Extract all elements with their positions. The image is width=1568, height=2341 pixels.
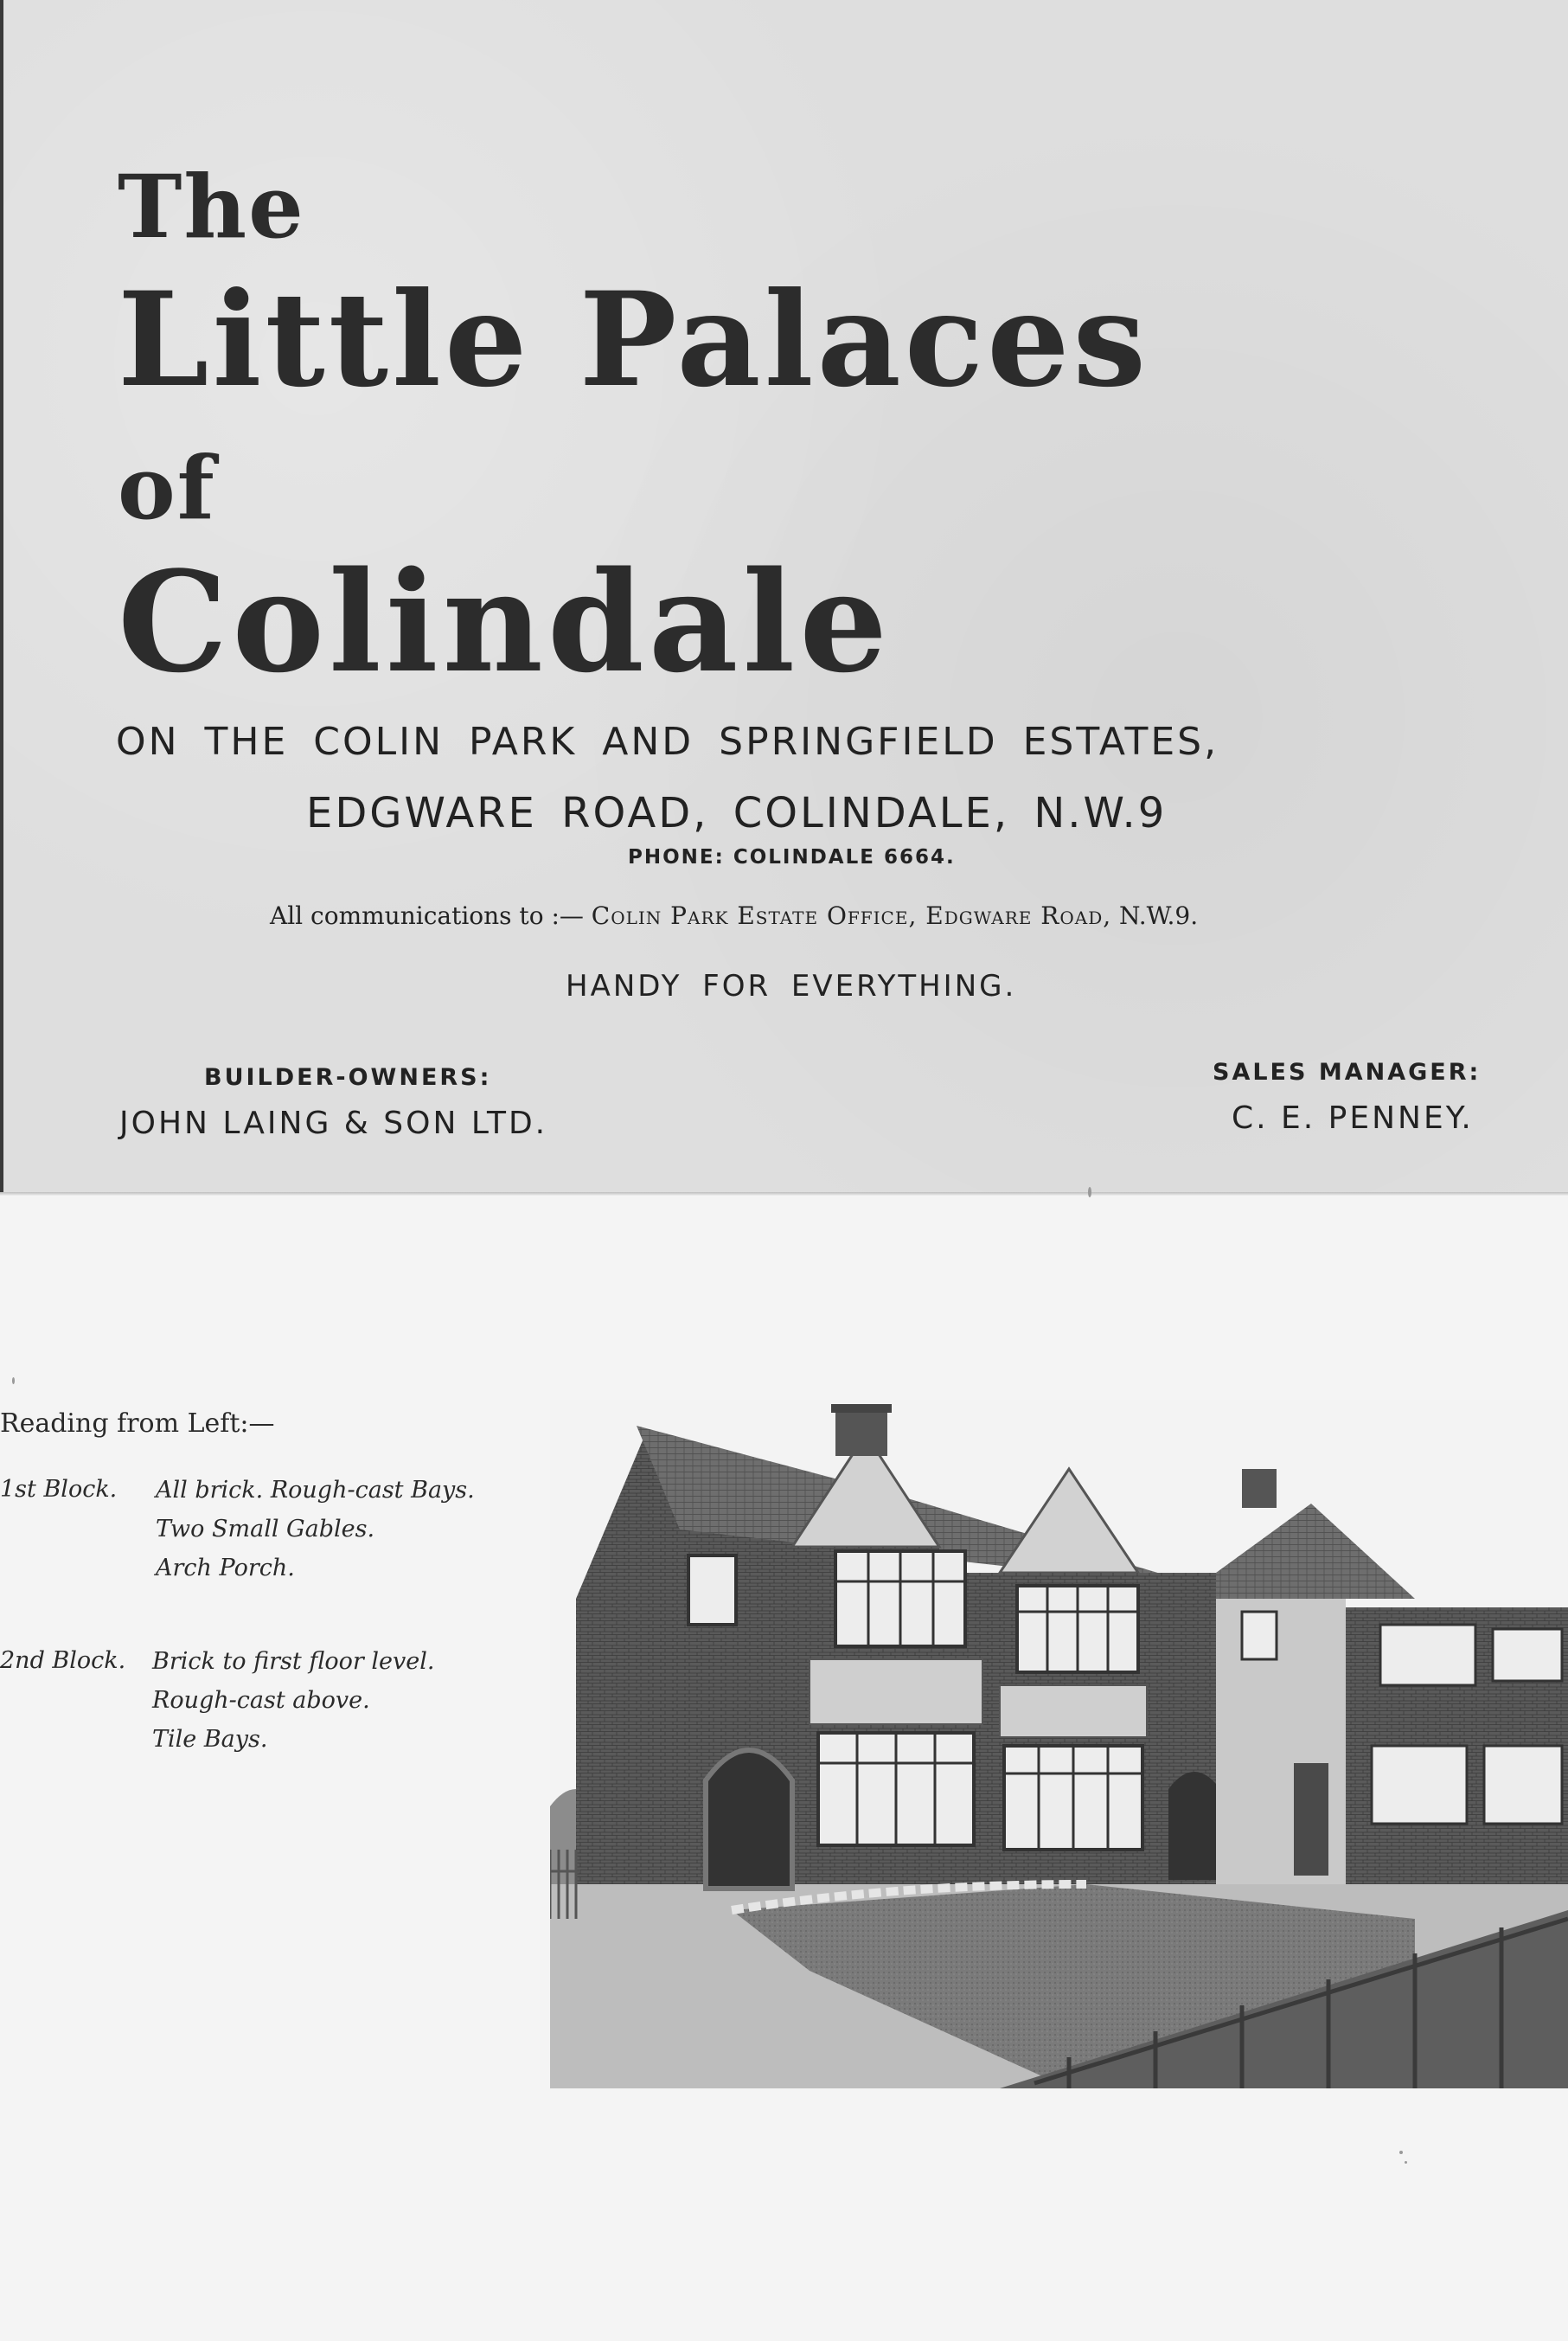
block-2-line: Rough-cast above. xyxy=(152,1687,370,1714)
road-line: EDGWARE ROAD, COLINDALE, N.W.9 xyxy=(306,789,1168,837)
title-little-palaces: Little Palaces xyxy=(118,264,1150,416)
reading-heading: Reading from Left:— xyxy=(0,1408,275,1439)
communications-office: Colin Park Estate Office, Edgware Road, xyxy=(591,901,1112,930)
builder-name: JOHN LAING & SON LTD. xyxy=(119,1106,548,1141)
houses-illustration xyxy=(550,1400,1568,2088)
block-2-label: 2nd Block. xyxy=(0,1647,126,1674)
scan-speck xyxy=(12,1377,15,1384)
sales-heading: SALES MANAGER: xyxy=(1213,1059,1482,1086)
block-2-line: Brick to first floor level. xyxy=(152,1648,435,1675)
block-1-line: Two Small Gables. xyxy=(156,1516,375,1542)
slogan: HANDY FOR EVERYTHING. xyxy=(566,969,1017,1004)
estates-line: ON THE COLIN PARK AND SPRINGFIELD ESTATES, xyxy=(116,720,1219,764)
scan-speck xyxy=(1088,1187,1091,1197)
title-colindale: Colindale xyxy=(118,541,893,703)
communications-lead: All communications to :— xyxy=(270,901,592,930)
communications-line xyxy=(270,901,1198,930)
block-2-description xyxy=(152,1642,434,1759)
title-the: The xyxy=(118,156,305,258)
block-1-description xyxy=(156,1471,475,1587)
scan-speck xyxy=(1405,2161,1407,2164)
block-1-line: Arch Porch. xyxy=(156,1555,295,1581)
houses-photograph xyxy=(550,1400,1568,2088)
block-1-label: 1st Block. xyxy=(0,1476,118,1503)
builder-heading: BUILDER-OWNERS: xyxy=(204,1064,492,1091)
sheet-edge xyxy=(0,1192,1568,1196)
scan-speck xyxy=(1399,2151,1403,2154)
title-of: of xyxy=(118,437,216,539)
communications-postcode: N.W.9. xyxy=(1111,901,1199,930)
phone-line: PHONE: COLINDALE 6664. xyxy=(628,846,956,869)
block-2-line: Tile Bays. xyxy=(152,1726,268,1753)
sales-name: C. E. PENNEY. xyxy=(1232,1100,1474,1136)
block-1-line: All brick. Rough-cast Bays. xyxy=(156,1477,475,1504)
